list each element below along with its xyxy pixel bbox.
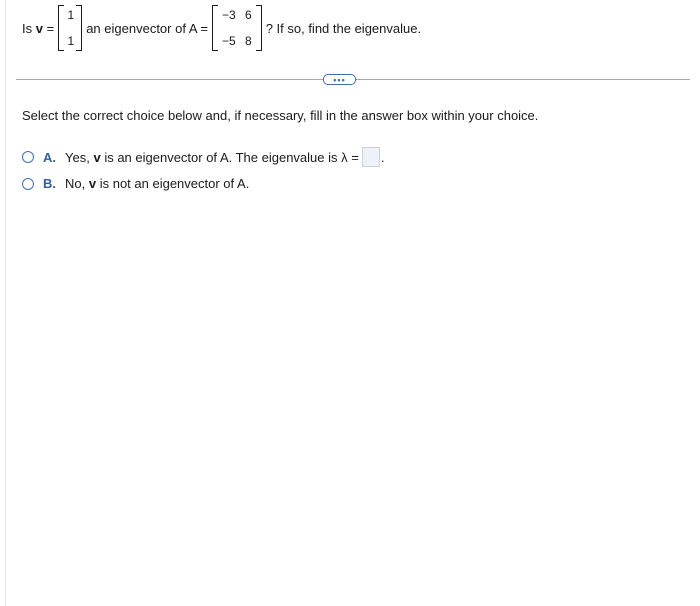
vector-entry: 1 xyxy=(67,8,75,22)
question-suffix: ? If so, find the eigenvalue. xyxy=(265,20,422,36)
right-bracket xyxy=(76,5,82,51)
matrix-a xyxy=(212,5,262,51)
instruction-text: Select the correct choice below and, if necessary, fill in the answer box within your choice. xyxy=(22,108,539,123)
vector-symbol: v xyxy=(35,20,43,36)
question-prefix: Is xyxy=(22,20,33,36)
left-border xyxy=(5,0,6,606)
matrix-entry: −3 xyxy=(222,8,236,22)
matrix-entry: 8 xyxy=(245,34,252,48)
vector-entry: 1 xyxy=(67,34,75,48)
radio-button-b[interactable] xyxy=(22,178,34,190)
vector-v xyxy=(58,5,82,51)
choice-letter: B. xyxy=(43,176,56,191)
radio-button-a[interactable] xyxy=(22,151,34,163)
choice-text-part: No, xyxy=(65,176,86,191)
matrix-entry: 6 xyxy=(245,8,252,22)
choice-b[interactable] xyxy=(22,176,249,191)
choice-a[interactable] xyxy=(22,147,384,167)
choice-text-part: is not an eigenvector of A. xyxy=(99,176,250,191)
ellipsis-icon: ••• xyxy=(333,74,346,85)
eigenvalue-answer-box[interactable] xyxy=(362,147,380,167)
vector-symbol: v xyxy=(88,176,97,191)
choice-text-part: Yes, xyxy=(65,149,90,165)
matrix-entry: −5 xyxy=(222,34,236,48)
choice-text-part: is an eigenvector of A. The eigenvalue is λ = xyxy=(104,149,359,165)
choice-letter: A. xyxy=(43,149,56,165)
choice-a-text xyxy=(65,150,359,165)
vector-symbol: v xyxy=(93,149,101,165)
right-bracket xyxy=(256,5,262,51)
period: . xyxy=(380,149,385,165)
choice-b-text xyxy=(65,176,249,191)
question-prompt xyxy=(22,0,421,56)
equals-sign: = xyxy=(46,20,55,36)
question-middle-text: an eigenvector of A = xyxy=(86,20,208,36)
more-options-button[interactable] xyxy=(323,74,356,85)
